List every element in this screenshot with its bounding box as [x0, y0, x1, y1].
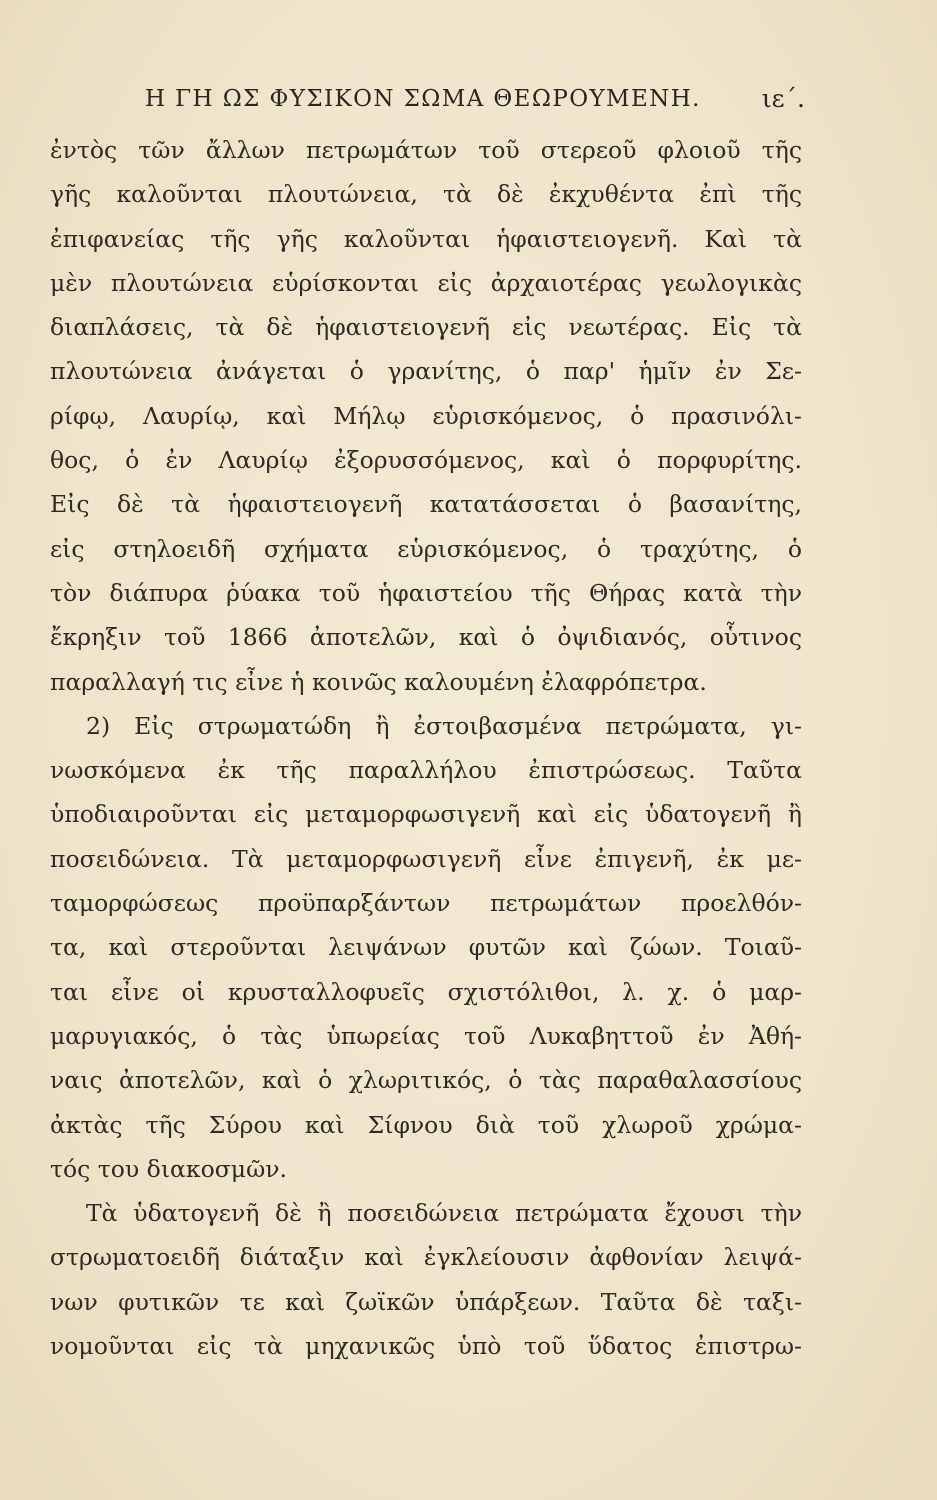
text-line: πλουτώνεια ἀνάγεται ὁ γρανίτης, ὁ παρ' ἡμῖν ἐν Σε- — [50, 357, 802, 386]
text-line: ἀκτὰς τῆς Σύρου καὶ Σίφνου διὰ τοῦ χλωροῦ χρώμα- — [50, 1110, 802, 1139]
text-line: τὸν διάπυρα ῥύακα τοῦ ἡφαιστείου τῆς Θήρας κατὰ τὴν — [50, 578, 802, 607]
text-line: ταμορφώσεως προϋπαρξάντων πετρωμάτων προελθόν- — [50, 889, 802, 918]
text-line: τός του διακοσμῶν. — [50, 1154, 287, 1183]
text-line: νωσκόμενα ἐκ τῆς παραλλήλου ἐπιστρώσεως. Ταῦτα — [50, 756, 802, 785]
text-line: Εἰς δὲ τὰ ἡφαιστειογενῆ κατατάσσεται ὁ βασανίτης, — [50, 490, 802, 519]
text-line: Τὰ ὑδατογενῆ δὲ ἢ ποσειδώνεια πετρώματα ἔχουσι τὴν — [86, 1199, 802, 1228]
text-line: εἰς στηλοειδῆ σχήματα εὑρισκόμενος, ὁ τραχύτης, ὁ — [50, 534, 802, 563]
text-line: ρίφῳ, Λαυρίῳ, καὶ Μήλῳ εὑρισκόμενος, ὁ πρασινόλι- — [50, 401, 802, 430]
page-number: ιε΄. — [761, 84, 805, 113]
text-line: ἐπιφανείας τῆς γῆς καλοῦνται ἡφαιστειογενῆ. Καὶ τὰ — [50, 224, 802, 253]
running-header — [145, 82, 805, 118]
text-line: 2) Εἰς στρωματώδη ἢ ἐστοιβασμένα πετρώματα, γι- — [86, 711, 802, 740]
text-line: παραλλαγή τις εἶνε ἡ κοινῶς καλουμένη ἐλαφρόπετρα. — [50, 667, 707, 696]
text-line: ναις ἀποτελῶν, καὶ ὁ χλωριτικός, ὁ τὰς παραθαλασσίους — [50, 1066, 802, 1095]
text-line: ἐντὸς τῶν ἄλλων πετρωμάτων τοῦ στερεοῦ φλοιοῦ τῆς — [50, 136, 802, 164]
text-line: μαρυγιακός, ὁ τὰς ὑπωρείας τοῦ Λυκαβηττοῦ ἐν Ἀθή- — [50, 1021, 802, 1050]
text-line: ποσειδώνεια. Τὰ μεταμορφωσιγενῆ εἶνε ἐπιγενῆ, ἐκ με- — [50, 844, 802, 873]
text-line: ται εἶνε οἱ κρυσταλλοφυεῖς σχιστόλιθοι, λ. χ. ὁ μαρ- — [50, 977, 802, 1006]
text-line: τα, καὶ στεροῦνται λειψάνων φυτῶν καὶ ζώων. Τοιαῦ- — [50, 933, 802, 962]
text-line: νων φυτικῶν τε καὶ ζωϊκῶν ὑπάρξεων. Ταῦτα δὲ ταξι- — [50, 1287, 802, 1316]
text-line: γῆς καλοῦνται πλουτώνεια, τὰ δὲ ἐκχυθέντα ἐπὶ τῆς — [50, 180, 802, 209]
text-line: μὲν πλουτώνεια εὑρίσκονται εἰς ἀρχαιοτέρας γεωλογικὰς — [50, 268, 802, 297]
text-line: διαπλάσεις, τὰ δὲ ἡφαιστειογενῆ εἰς νεωτέρας. Εἰς τὰ — [50, 313, 802, 342]
text-line: ὑποδιαιροῦνται εἰς μεταμορφωσιγενῆ καὶ εἰς ὑδατογενῆ ἢ — [50, 800, 802, 829]
text-line: ἔκρηξιν τοῦ 1866 ἀποτελῶν, καὶ ὁ ὀψιδιανός, οὗτινος — [50, 623, 802, 652]
text-line: θος, ὁ ἐν Λαυρίῳ ἐξορυσσόμενος, καὶ ὁ πορφυρίτης. — [50, 446, 802, 475]
text-line: νομοῦνται εἰς τὰ μηχανικῶς ὑπὸ τοῦ ὕδατος ἐπιστρω- — [50, 1332, 802, 1361]
running-title: Η ΓΗ ΩΣ ΦΥΣΙΚΟΝ ΣΩΜΑ ΘΕΩΡΟΥΜΕΝΗ. — [145, 86, 701, 112]
text-line: στρωματοειδῆ διάταξιν καὶ ἐγκλείουσιν ἀφθονίαν λειψά- — [50, 1243, 802, 1272]
body-text — [50, 128, 802, 1368]
